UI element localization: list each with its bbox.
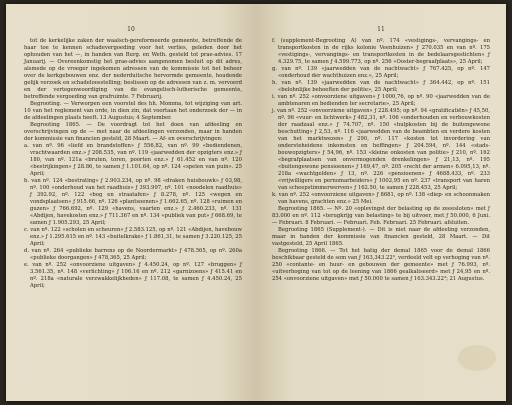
paragraph: Begrooting 1865. — Nº. 20 «oplevingst der belasting op de zeeesloten» met ƒ 83.000 en nº. 112 «terugkrijg van belasting» te bij uitvoer, met ƒ 50.000, 6 Juni. — Februari. 8 Februari. — Februari. Feb. Februari. 25 Februari. afsluiten. [272, 206, 490, 226]
paragraph-entry: b. van nº. 124 «bestrating» ƒ 2.903.234, op nº. 98 «draken huisbouwk» ƒ 03,98, nº. 100 «onderhoud van het raadhuis» ƒ 393.997, nº. 101 «noodelen raadhuis» ƒ 392.92, nº. 122 «bog en straatafen» ƒ 8.278, nº. 125 «wegen en vondsplaatsen» ƒ 915.66, nº. 126 «plantsoenen» ƒ 1.662.65, nº. 128 «ruimen en guzen» ƒ 766.692, nº. 129 «havens, vaarten enz.» ƒ 2.460.233, nº. 131 «Abdijen, havekosten enz.» ƒ 711.367 en nº. 134 «publiek van put» ƒ 668.69, te samen ƒ 1.905.293, 25 April; [24, 178, 242, 226]
book-spread [6, 4, 506, 401]
page-number-left: 10 [127, 26, 135, 33]
paragraph-entry: k. van nº. 252 «onvoorziene uitgaven» ƒ 8681, op nº. 138 «diep- en schoonmaken van havens, grachten enz.» 25 Mei. [272, 192, 490, 205]
paragraph-entry: c. van nº. 122 «scholen en scheuren» ƒ 2.583.125, op nº. 121 «Abdijen, havebouw enz.» ƒ 1.295.615 en nº. 143 «buitelkrake» ƒ 1.861,31, te samen ƒ 3.220.125, 25 April; [24, 227, 242, 247]
paragraph-entry: d. van nº. 264 «publieke barrens op de Noordermarkt» ƒ 478.565, op nº. 260a «publieke doorgangen» ƒ 478,365, 25 April; [24, 248, 242, 261]
paragraph: Begrooting. — Verworpen een voorstel des hh. Momma, tot wijziging van art. 10 van het reglement van orde, in dien zin, dat voortaan het onderzoek der — in de afdeelingen plaats heeft. 13 Augustus; 4 September. [24, 101, 242, 121]
right-page [256, 4, 506, 401]
paragraph: tot de kerkelijke zaken der waalsch-gereformeerde gemeente, betreffende de haar toe te kennen schadevergoeding voor het verlies, geleden door het ophouden van het —, in handen van Burg. en Weth. gesteld tot prae-advies. 17 Januarij. — Overeenkomstig het prae-advies aangenomen besluit op dit adres, alsmede op de vroeger ingekomen adressen van de kommissie tot het beheer over de kerkgebouwen enz. der nederduitsche hervormde gemeente, houdende gelijk verzoek en schadeloosstelling; beslissen op de adressen van z. m. vervoerd en der vertegenwoordiging van de evangelisch-lutherische gemeente, betreffende vergoeding van grafruimte. 7 Februarij. [24, 38, 242, 100]
paragraph-entry: i. van nº. 252 «onvoorziene uitgaven» ƒ 1000,76, op nº. 90 «jaarwedden van de ambtenaren en bedienden ter secretarie», 25 April; [272, 94, 490, 107]
left-page-body [24, 38, 242, 290]
left-page [6, 4, 256, 401]
paragraph: Begrooting 1865 (Supplement-). — Dit is niet naar de afdeeling verzonden, maar in handen der kommissie van financien gesteld, 28 Maart. — Dit vastgesteld, 25 April 1865. [272, 227, 490, 247]
paper-stain [458, 345, 496, 371]
paragraph-entry: g. van nº. 139 «jaarwedden van de nachtwacht» ƒ 767.425, op nº. 147 «onderhoud der wachthuizen enz.», 25 April; [272, 66, 490, 79]
paragraph: Begrooting 1865. — De voordragt tot het doen van afdeeling en overschrijvingen op de — met naar de afdeelingen verzonden, maar in handen der kommissie van financien gesteld, 28 Maart. — Af- en overschrijvingen: [24, 122, 242, 142]
page-number-right: 11 [377, 26, 385, 33]
paragraph-entry: f. (supplement-Begrooting A) van nº. 174 «vestigings-, vervangings- en transportkosten in de rijks kolonie Veenhuizen» ƒ 270.035 en van nº. 175 «vestigings-, vervangings- en transportkosten in de bedelaarsgestichten» ƒ 4.329.75, te samen ƒ 4.599.773, op nº. 256 «Ooster-begraafplaats», 25 April; [272, 38, 490, 65]
right-page-body [272, 38, 490, 283]
paragraph-entry: e. van nº. 252 «onvoorziene uitgaven» ƒ 4.450.24, op nº. 127 «bruggen» ƒ 3.561.35, nº. 148 «verlichting» ƒ 106.16 en nº. 212 «garnizoens» ƒ 415.41 en nº. 218a «naturale verzwakkelijkheden» ƒ 117.08, te samen ƒ 4.450.24, 25 April; [24, 262, 242, 289]
paragraph-entry: a. van nº. 96 «liefd en brandstoffen» ƒ 556,82, van nº. 99 «bediendenen, vrachtwaarden enz.» ƒ 208.535, van nº. 119 «jaarwedden der opzigters enz.» ƒ 180, van nº. 121a «bruten, toren, poorten enz.» ƒ 61.452 en van nº. 120 «bestrijkingen» ƒ 28.86, te samen ƒ 1.101.64, op nº. 124 «spelen van puin». 25 April; [24, 143, 242, 177]
paragraph-entry: j. van nº. 252 «onvoorziene uitgaven» ƒ 228.495; op nº. 94 «gratificatiën» ƒ 45,50, nº. 96 «vuur- en lichtwerk» ƒ 482,31, nº. 106 «onderhouden en verbouwkosten der raadzaal enz.» ƒ 74.707, nº. 150 «hulpkosten bij de buitengewone beschutting» ƒ 2,53, nº. 116 «jaarwedden van de beambten en verdere kosten van het marktwezen» ƒ 290, nº. 117 «kosten tot invordering van ondersteheidene inkomsten en heffingen» ƒ 204.594, nº. 144 «stads-bouwopzigters» ƒ 54,96, nº. 153 «kleine onkosten van politie» ƒ 210, nº. 162 «begrafplaatsen van onvermogenden drenkelingen» ƒ 21,13, nº. 195 «buitengewone pensioenen» ƒ 169,47, nº. 205 «recht der armen» 6.095,13, nº. 218a «wachtgelden» ƒ 13, nº. 226 «pensioenen» ƒ 4688.433, nº. 233 «vrijwilligers en pernomarbeiders» ƒ 1002,95 en nº. 237 «transport van haren van scheepstimmerwerven» ƒ 162.50, te samen ƒ 228.453, 25 April; [272, 108, 490, 191]
paragraph-entry: h. van nº. 139 «jaarwedden van de nachtwacht» ƒ 364.442, op nº. 151 «belohnlijke behoeften der politie», 25 April; [272, 80, 490, 93]
paragraph: Begrooting 1866. — Tot het batig der demal 1865 voor de demal 1866 beschikbaar gesteld de som van ƒ 163,343.22³, verdeeld velt op verhoging van nº. 250 «contante- en huur- en gebouwen der gemeente» met ƒ 76.993, nº. «uitverhoging van tot op de leening van 1866 gealkaliseerd» met ƒ 24,95 en nº. 254 «onvoorziene uitgaven» met ƒ 50.000 te samen ƒ 163.343.22³; 21 Augustus. [272, 248, 490, 282]
